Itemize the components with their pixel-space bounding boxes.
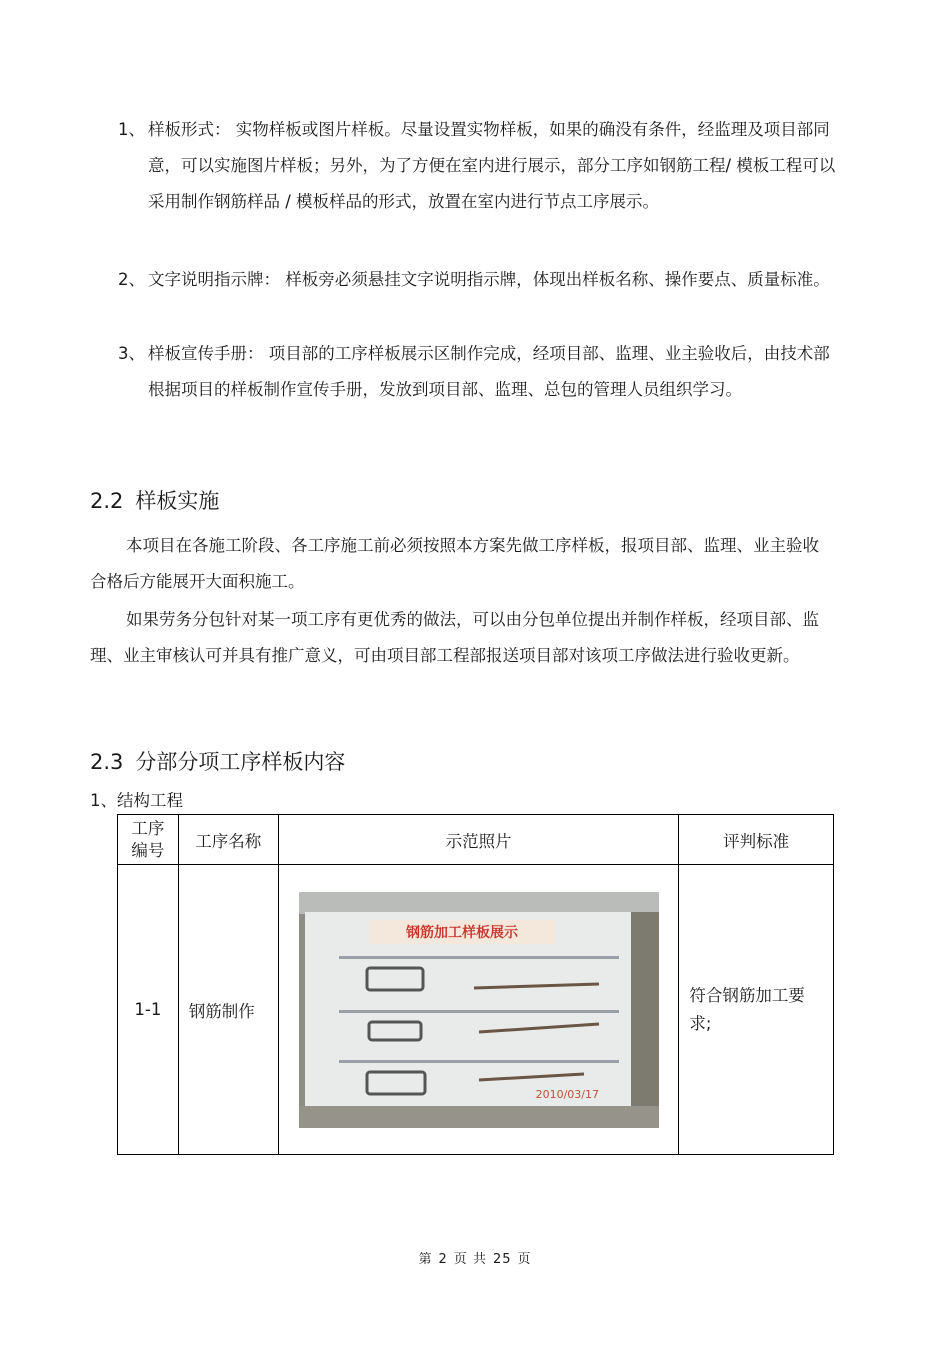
list-item-1 bbox=[118, 112, 838, 220]
section-title: 样板实施 bbox=[135, 489, 220, 513]
paragraph-text: 如果劳务分包针对某一项工序有更优秀的做法，可以由分包单位提出并制作样板，经项目部、监理、业主审核认可并具有推广意义，可由项目部工程部报送项目部对该项工序做法进行验收更新。 bbox=[90, 610, 819, 665]
list-text: 文字说明指示牌： 样板旁必须悬挂文字说明指示牌，体现出样板名称、操作要点、质量标准。 bbox=[148, 270, 830, 289]
page-footer: 第 2 页 共 25 页 bbox=[418, 1252, 532, 1267]
list-number: 3、 bbox=[118, 344, 145, 363]
section-heading-2-3 bbox=[90, 747, 345, 777]
list-item-2 bbox=[118, 262, 838, 298]
table-header-row bbox=[118, 815, 834, 865]
header-cell-name: 工序名称 bbox=[178, 815, 278, 865]
photo-date-stamp: 2010/03/17 bbox=[535, 1087, 599, 1101]
section-number: 2.2 bbox=[90, 489, 124, 513]
paragraph-2 bbox=[90, 602, 820, 674]
section-title: 分部分项工序样板内容 bbox=[135, 750, 346, 774]
page-total: 25 bbox=[492, 1252, 512, 1267]
section-number: 2.3 bbox=[90, 750, 124, 774]
photo-banner-text: 钢筋加工样板展示 bbox=[405, 924, 518, 941]
rebar-sample-photo bbox=[299, 892, 659, 1128]
cell-photo bbox=[278, 865, 679, 1155]
cell-code: 1-1 bbox=[118, 865, 179, 1155]
process-table bbox=[117, 814, 834, 1155]
paragraph-1 bbox=[90, 528, 820, 600]
paragraph-text: 本项目在各施工阶段、各工序施工前必须按照本方案先做工序样板，报项目部、监理、业主验收合格后方能展开大面积施工。 bbox=[90, 536, 819, 591]
list-number: 2、 bbox=[118, 270, 145, 289]
header-cell-photo: 示范照片 bbox=[278, 815, 679, 865]
cell-name: 钢筋制作 bbox=[178, 865, 278, 1155]
sub-heading: 1、结构工程 bbox=[90, 791, 183, 810]
list-item-3 bbox=[118, 336, 838, 408]
list-number: 1、 bbox=[118, 120, 145, 139]
header-cell-code: 工序编号 bbox=[118, 815, 179, 865]
page-number: 2 bbox=[438, 1252, 448, 1267]
list-text: 样板形式： 实物样板或图片样板。尽量设置实物样板，如果的确没有条件，经监理及项目部同意，可以实施图片样板；另外，为了方便在室内进行展示，部分工序如钢筋工程/ 模板工程可以采用制作钢筋样品 / 模板样品的形式，放置在室内进行节点工序展示。 bbox=[148, 120, 836, 211]
cell-criteria: 符合钢筋加工要求; bbox=[679, 865, 834, 1155]
list-text: 样板宣传手册： 项目部的工序样板展示区制作完成，经项目部、监理、业主验收后，由技术部根据项目的样板制作宣传手册，发放到项目部、监理、总包的管理人员组织学习。 bbox=[148, 344, 830, 399]
header-cell-criteria: 评判标准 bbox=[679, 815, 834, 865]
section-heading-2-2 bbox=[90, 486, 219, 516]
table-row bbox=[118, 865, 834, 1155]
